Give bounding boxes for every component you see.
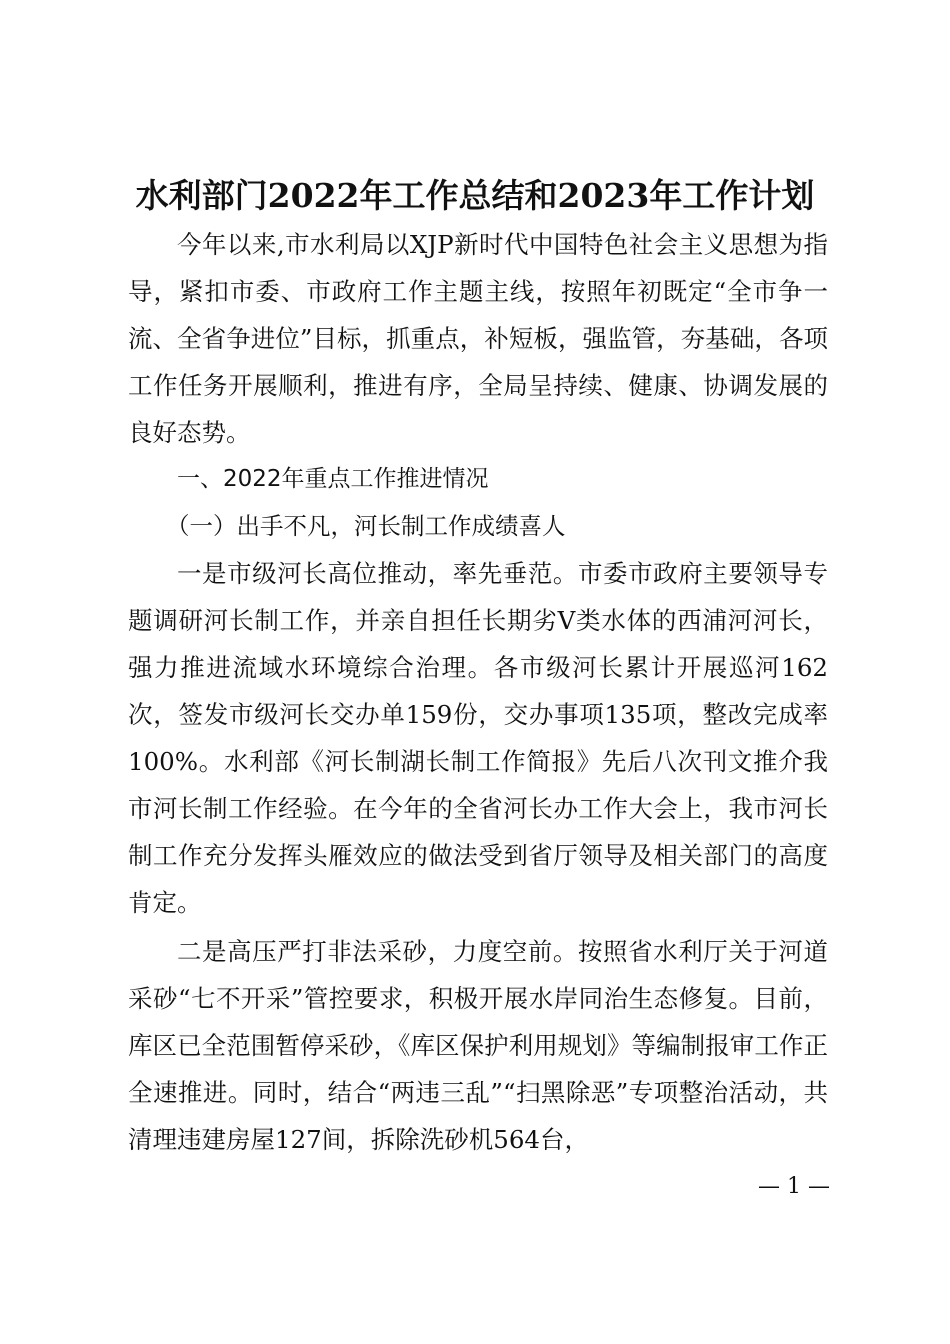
document-title: 水利部门2022年工作总结和2023年工作计划 [135, 176, 815, 215]
body-paragraph: 二是高压严打非法采砂，力度空前。按照省水利厅关于河道采砂“七不开采”管控要求，积极开展水岸同治生态修复。目前，库区已全范围暂停采砂，《库区保护利用规划》等编制报审工作正全速推进。同时，结合“两违三乱”“扫黑除恶”专项整治活动，共清理违建房屋127间，拆除洗砂机564台， [128, 937, 828, 1154]
page-number: — 1 — [758, 1174, 830, 1199]
document-body [128, 221, 828, 1163]
body-paragraph: 一是市级河长高位推动，率先垂范。市委市政府主要领导专题调研河长制工作，并亲自担任长期劣Ⅴ类水体的西浦河河长，强力推进流域水环境综合治理。各市级河长累计开展巡河162次，签发市级河长交办单159份，交办事项135项，整改完成率100%。水利部《河长制湖长制工作简报》先后八次刊文推介我市河长制工作经验。在今年的全省河长办工作大会上，我市河长制工作充分发挥头雁效应的做法受到省厅领导及相关部门的高度肯定。 [128, 559, 828, 917]
subsection-heading: （一）出手不凡，河长制工作成绩喜人 [166, 512, 566, 540]
section-heading: 一、2022年重点工作推进情况 [177, 466, 489, 492]
intro-paragraph: 今年以来,市水利局以XJP新时代中国特色社会主义思想为指导，紧扣市委、市政府工作主题主线，按照年初既定“全市争一流、全省争进位”目标，抓重点，补短板，强监管，夯基础，各项工作任务开展顺利，推进有序，全局呈持续、健康、协调发展的良好态势。 [128, 230, 828, 447]
